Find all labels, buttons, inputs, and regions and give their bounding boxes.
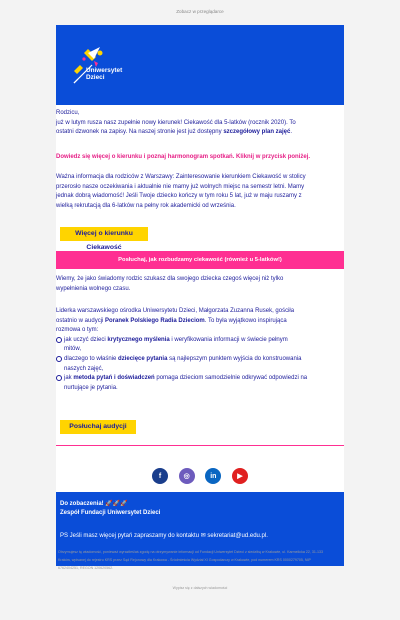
greeting: Rodzicu, xyxy=(56,110,80,116)
audio-intro: ostatnio w audycji Poranek Polskiego Radia Dzieciom. To była wyjątkowo inspirująca xyxy=(56,317,287,324)
mid-paragraph: Wiemy, że jako świadomy rodzic szukasz dla swojego dziecka czegoś więcej niż tylko xyxy=(56,276,284,282)
email-card xyxy=(56,25,344,550)
bullet-item: jak uczyć dzieci krytycznego myślenia i weryfikowania informacji w świecie pełnym mitów, xyxy=(56,336,344,355)
audio-intro: rozmowa o tym: xyxy=(56,327,99,334)
audio-intro: Liderka warszawskiego ośrodka Uniwersytetu Dzieci, Małgorzata Zuzanna Rusek, gościła xyxy=(56,308,295,314)
divider xyxy=(56,445,344,446)
brand-name: Uniwersytet Dzieci xyxy=(86,67,123,82)
top-view-in-browser-link[interactable]: Zobacz w przeglądarce xyxy=(176,9,224,14)
listen-how-we-spark-curiosity-button[interactable]: Posłuchaj, jak rozbudzamy ciekawość (również u 5-latków!) xyxy=(56,251,344,269)
news-paragraph: jednak dobrą wiadomość! Jeśli Twoje dziecko kończy w tym roku 5 lat, już w maju ruszamy z xyxy=(56,193,302,200)
social-links xyxy=(152,468,248,486)
listen-audio-button[interactable]: Posłuchaj audycji xyxy=(60,420,136,434)
intro-line: już w lutym rusza nasz zupełnie nowy kierunek! Ciekawość dla 5-latków (rocznik 2020). To xyxy=(56,119,296,126)
speech-bubble-icon xyxy=(56,356,62,362)
instagram-icon[interactable]: ◎ xyxy=(179,468,195,484)
mid-paragraph: wypełnienia wolnego czasu. xyxy=(56,285,131,292)
legal-note: Otrzymujesz tę wiadomość, ponieważ wyraziłeś/aś zgodę na otrzymywanie informacji od Fundacji Uniwersytet Dzieci z siedzibą w Krakowie, ul. Karmelicka 22, 31-133 Kraków, wpisanej do rejestru KRS przez Sąd Rejonowy dla Krakowa - Śródmieścia Wydział XI Gospodarczy w Krakowie, pod numerem KRS 0000279705, NIP 6762404251, REGON 120620562. xyxy=(58,550,324,570)
news-paragraph: Ważna informacja dla rodziców z Warszawy: Zainteresowanie kierunkiem Ciekawość w stolicy xyxy=(56,174,306,180)
hero-banner xyxy=(56,25,344,105)
bullet-item: dlaczego to właśnie dziecięce pytania są najlepszym punktem wyjścia do konstruowania naszych zajęć, xyxy=(56,355,344,374)
schedule-link[interactable]: szczegółowy plan zajęć xyxy=(223,129,291,136)
contact-ps: PS Jeśli masz więcej pytań zapraszamy do kontaktu ✉ sekretariat@ud.edu.pl. xyxy=(60,533,268,539)
speech-bubble-icon xyxy=(56,337,62,343)
news-paragraph: wielką rekrutacją dla 6-latków na pełny rok akademicki od września. xyxy=(56,202,236,209)
unsubscribe-link[interactable]: Wypisz się z dalszych wiadomości xyxy=(172,586,228,590)
farewell: Do zobaczenia! 🚀🚀🚀 xyxy=(60,501,128,507)
speech-bubble-icon xyxy=(56,375,62,381)
facebook-icon[interactable]: f xyxy=(152,468,168,484)
youtube-icon[interactable]: ▶ xyxy=(232,468,248,484)
linkedin-icon[interactable]: in xyxy=(205,468,221,484)
cta-highlight: Dowiedz się więcej o kierunku i poznaj harmonogram spotkań. Kliknij w przycisk poniżej. xyxy=(56,154,311,160)
news-paragraph: przerosło nasze oczekiwania i aktualnie nie mamy już wolnych miejsc na semestr letni. Mamy xyxy=(56,183,305,190)
bullet-item: jak metoda pytań i doświadczeń pomaga dzieciom samodzielnie odkrywać odpowiedzi na nurtujące je pytania. xyxy=(56,374,344,393)
intro-line: ostatni dzwonek na zapisy. Na naszej stronie jest już dostępny szczegółowy plan zajęć. xyxy=(56,129,293,136)
team-signature: Zespół Fundacji Uniwersytet Dzieci xyxy=(60,510,161,516)
more-about-curiosity-button[interactable]: Więcej o kierunku Ciekawość xyxy=(60,227,148,241)
